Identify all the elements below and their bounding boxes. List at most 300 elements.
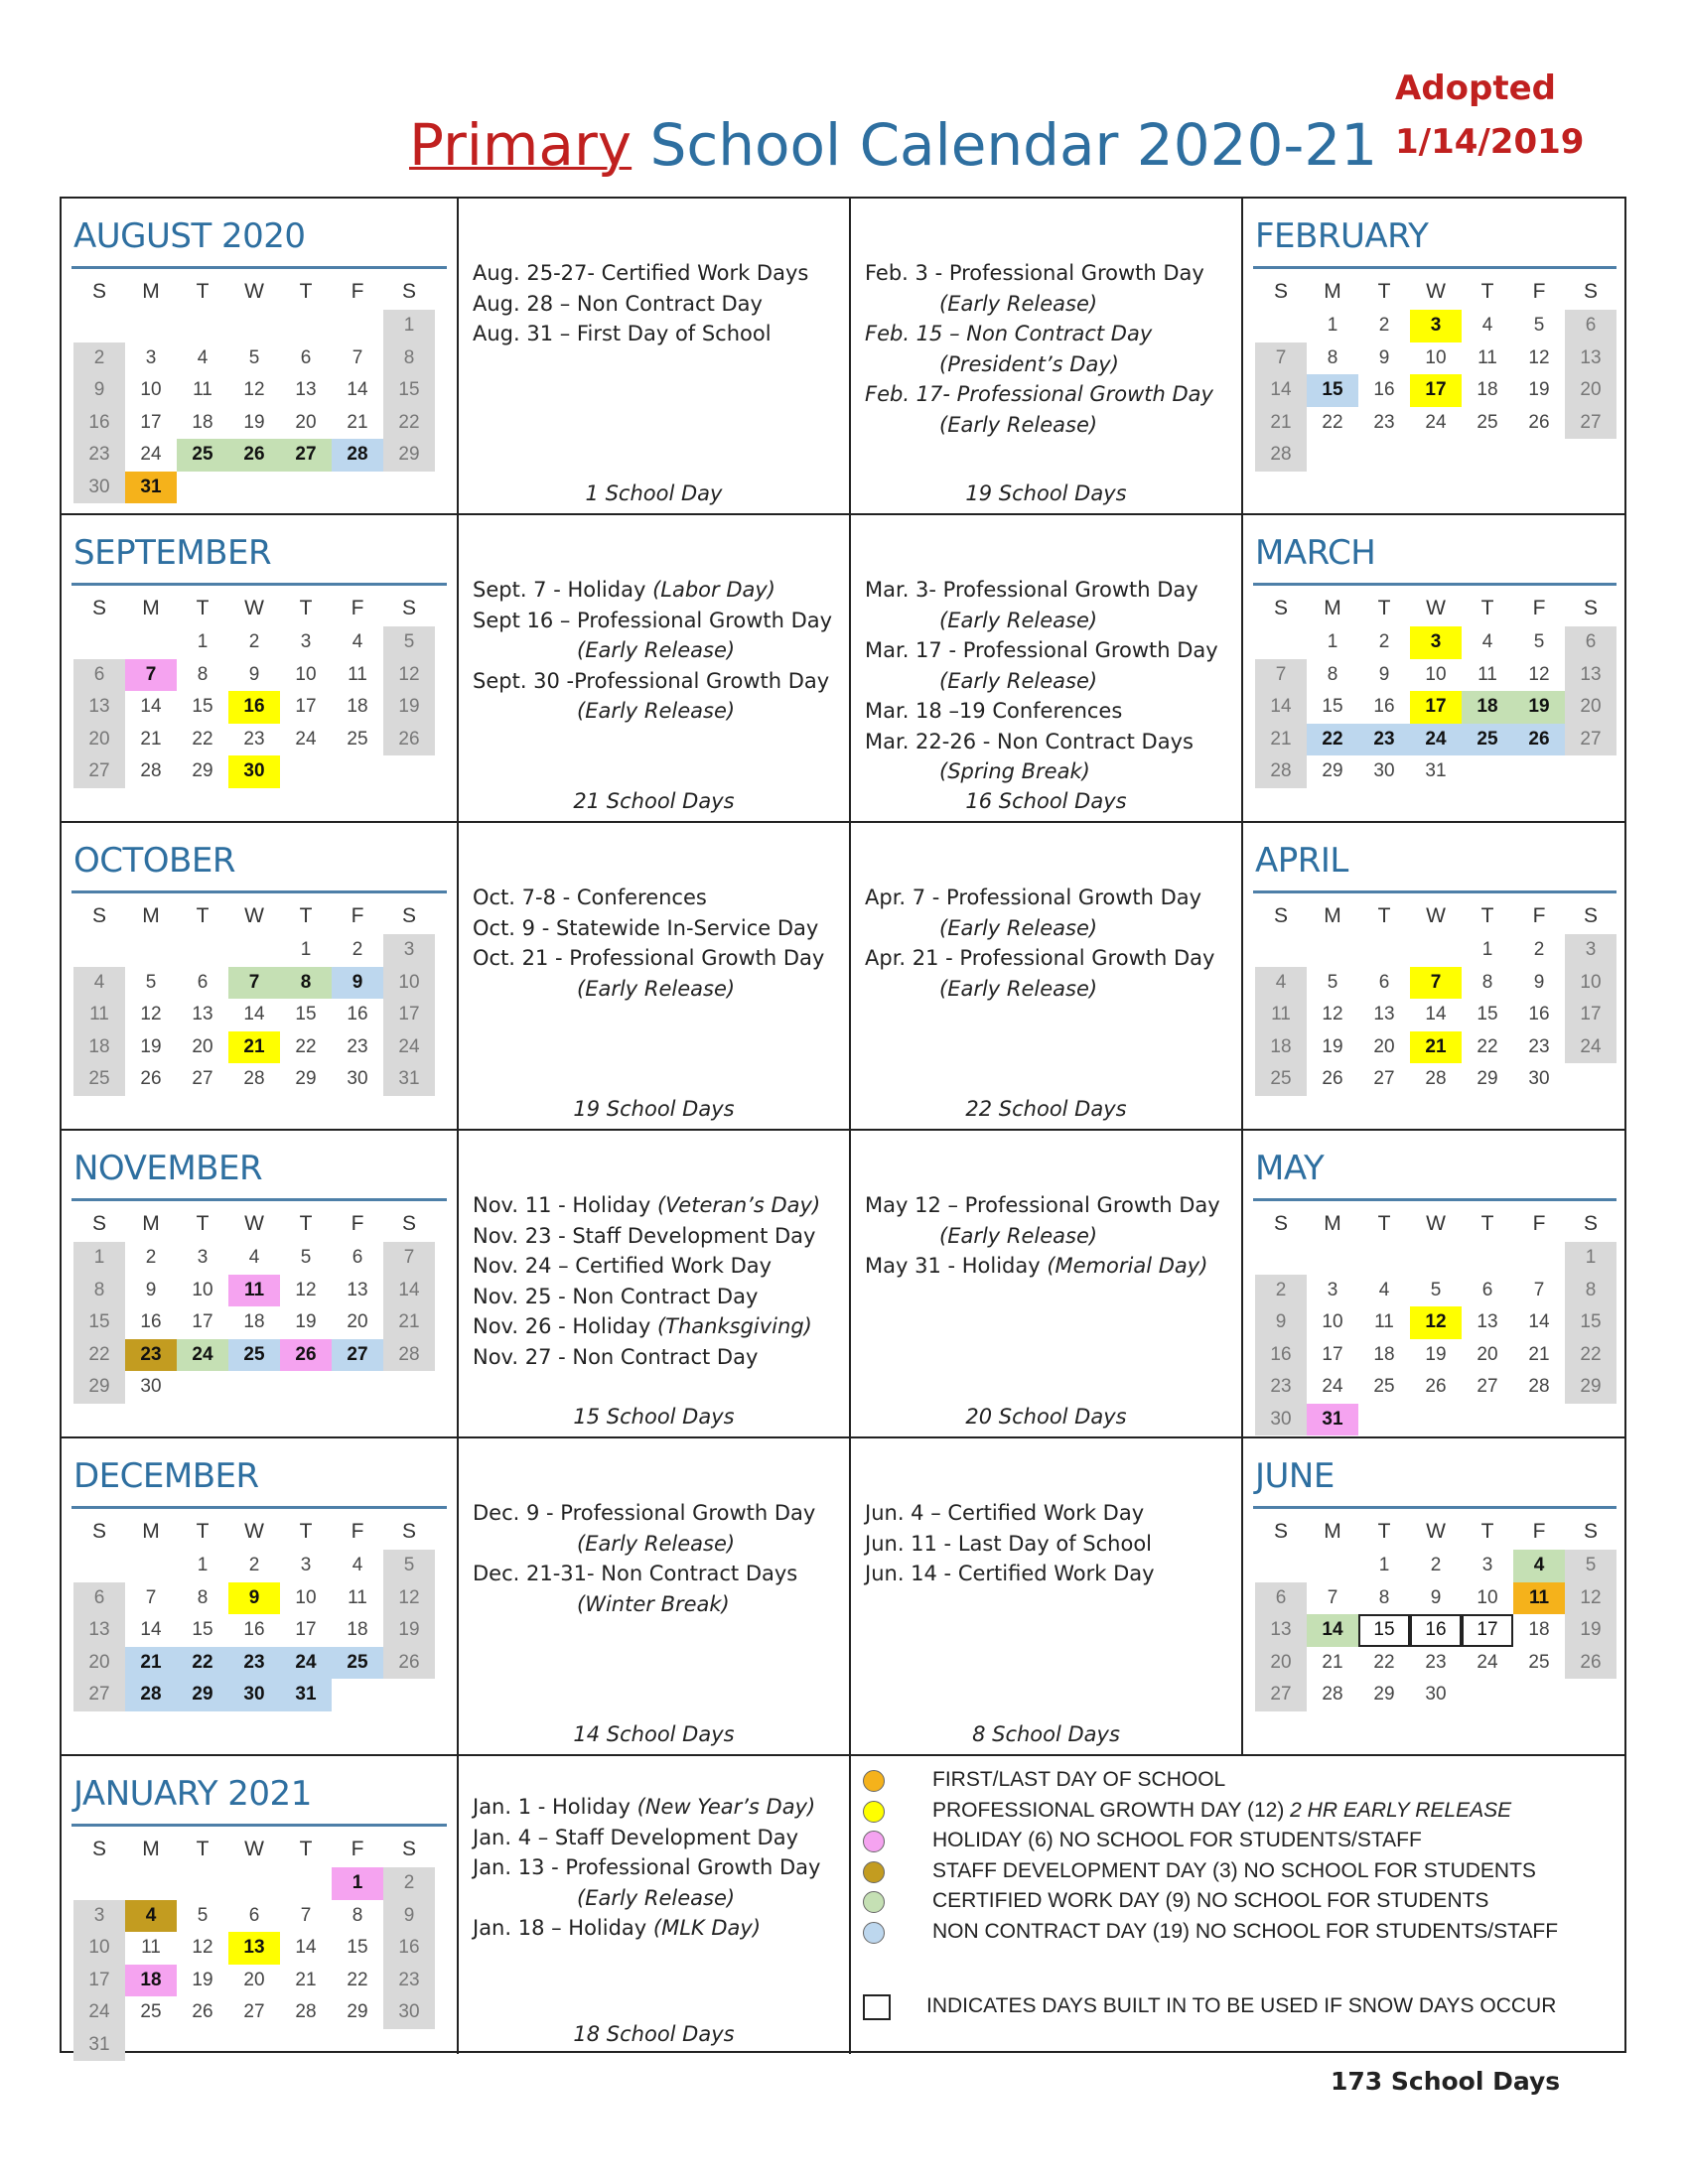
day-cell: 2 [1255, 1275, 1307, 1307]
week-row [1255, 691, 1617, 724]
day-cell: 11 [1477, 346, 1497, 368]
month-grid [73, 1206, 435, 1404]
event-note: (Thanksgiving) [656, 1314, 812, 1338]
event-line: (Early Release) [577, 1531, 736, 1556]
day-cell [1307, 439, 1358, 472]
events-panel [457, 821, 849, 1129]
weekday-label: W [1426, 1212, 1446, 1235]
weekday-header-row [73, 1514, 435, 1550]
school-days-count: 21 School Days [573, 789, 735, 813]
week-row [73, 1031, 435, 1064]
day-cell: 8 [1481, 971, 1493, 993]
week-row [73, 691, 435, 724]
day-cell [1410, 1404, 1462, 1436]
events-panel [457, 1754, 849, 2054]
day-cell [1255, 310, 1307, 342]
day-cell: 24 [73, 1996, 125, 2029]
week-row [73, 1679, 435, 1711]
month-calendar [62, 1129, 457, 1436]
weekday-header-row [73, 898, 435, 934]
day-cell: 8 [383, 342, 435, 375]
adopted-stamp [1395, 62, 1584, 169]
month-divider [71, 1506, 447, 1509]
day-cell: 11 [1477, 663, 1497, 685]
weekday-label: F [351, 1520, 364, 1543]
day-cell [228, 310, 280, 342]
week-row [73, 1242, 435, 1275]
event-line: Jan. 18 – Holiday (MLK Day) [473, 1916, 762, 1940]
day-cell [73, 934, 125, 967]
day-cell: 17 [383, 999, 435, 1031]
weekday-label: F [351, 904, 364, 927]
day-cell: 19 [1322, 1035, 1343, 1057]
day-cell: 6 [352, 1247, 363, 1269]
day-cell: 8 [73, 1275, 125, 1307]
weekday-label: S [1583, 1520, 1598, 1543]
weekday-label: W [244, 597, 264, 619]
month-calendar [1241, 513, 1626, 821]
legend-color-dot [863, 1770, 885, 1792]
day-cell: 14 [383, 1275, 435, 1307]
week-row [73, 1550, 435, 1582]
weekday-label: T [1480, 280, 1494, 303]
day-cell: 3 [300, 631, 312, 653]
day-cell [125, 2029, 177, 2062]
month-name: AUGUST 2020 [73, 216, 306, 256]
weekday-label: M [142, 1520, 160, 1543]
day-cell [1358, 439, 1410, 472]
week-row [73, 2029, 435, 2062]
day-cell: 25 [1477, 411, 1498, 433]
day-cell: 5 [300, 1247, 312, 1269]
day-cell: 14 [1528, 1311, 1550, 1333]
day-cell [125, 934, 177, 967]
day-cell [332, 755, 383, 788]
day-cell: 5 [197, 1904, 209, 1926]
day-cell: 28 [1255, 755, 1307, 788]
month-divider [1253, 1198, 1617, 1201]
weekday-label: T [1480, 904, 1494, 927]
day-cell: 26 [383, 724, 435, 756]
day-cell: 30 [228, 755, 280, 788]
day-cell [1513, 755, 1565, 788]
event-line: Nov. 27 - Non Contract Day [473, 1344, 759, 1369]
day-cell [1513, 1404, 1565, 1436]
legend-item [863, 1859, 1598, 1887]
day-cell: 28 [243, 1068, 265, 1090]
day-cell: 11 [228, 1275, 280, 1307]
day-cell: 23 [1425, 1651, 1447, 1673]
day-cell: 22 [73, 1339, 125, 1372]
day-cell: 15 [1565, 1306, 1617, 1339]
day-cell: 21 [295, 1969, 317, 1990]
events-panel [849, 821, 1241, 1129]
day-cell: 3 [300, 1555, 312, 1576]
weekday-label: T [196, 1212, 210, 1235]
day-cell: 26 [1565, 1647, 1617, 1680]
month-divider [71, 890, 447, 893]
day-cell: 3 [1410, 626, 1462, 659]
day-cell: 9 [1378, 346, 1390, 368]
day-cell: 16 [1373, 379, 1395, 401]
event-line: Feb. 15 – Non Contract Day [865, 322, 1153, 345]
weekday-label: T [196, 597, 210, 619]
legend [851, 1756, 1626, 2054]
event-note: (Veteran’s Day) [656, 1193, 821, 1217]
day-cell: 18 [1477, 379, 1498, 401]
day-cell: 14 [347, 379, 368, 401]
month-calendar [62, 199, 457, 513]
weekday-label: S [401, 904, 416, 927]
day-cell: 12 [192, 1937, 213, 1959]
event-line: (Early Release) [939, 915, 1098, 940]
day-cell: 24 [280, 1647, 332, 1680]
week-row [1255, 342, 1617, 375]
weekday-label: S [91, 280, 106, 303]
week-row [1255, 1404, 1617, 1436]
day-cell: 22 [1322, 411, 1343, 433]
day-cell: 5 [1430, 1279, 1442, 1300]
day-cell [73, 310, 125, 342]
day-cell: 27 [73, 1679, 125, 1711]
day-cell: 19 [295, 1311, 317, 1333]
weekday-label: M [1324, 597, 1341, 619]
weekday-header-row [73, 1832, 435, 1867]
week-row [73, 1996, 435, 2029]
legend-label: PROFESSIONAL GROWTH DAY (12) 2 HR EARLY RELEASE [932, 1798, 1512, 1822]
day-cell: 18 [1373, 1343, 1395, 1365]
day-cell: 28 [140, 760, 162, 782]
day-cell: 25 [177, 439, 228, 472]
day-cell: 2 [145, 1247, 157, 1269]
month-divider [1253, 266, 1617, 269]
event-note: (Labor Day) [652, 578, 775, 602]
day-cell: 27 [1565, 407, 1617, 440]
day-cell: 31 [125, 472, 177, 504]
day-cell [228, 1371, 280, 1404]
day-cell: 13 [73, 691, 125, 724]
day-cell: 2 [352, 939, 363, 961]
day-cell: 7 [125, 659, 177, 692]
weekday-label: F [1532, 280, 1546, 303]
event-line: Aug. 31 – First Day of School [473, 322, 772, 345]
weekday-label: M [1324, 1212, 1341, 1235]
month-divider [1253, 583, 1617, 586]
event-line: Oct. 7-8 - Conferences [473, 886, 707, 909]
weekday-label: S [1583, 597, 1598, 619]
day-cell: 3 [1565, 934, 1617, 967]
day-cell: 15 [1322, 696, 1343, 718]
day-cell: 17 [1410, 691, 1462, 724]
weekday-label: S [91, 1520, 106, 1543]
day-cell [383, 1371, 435, 1404]
day-cell: 4 [352, 631, 363, 653]
week-row [1255, 1275, 1617, 1307]
event-line: (Early Release) [939, 291, 1098, 316]
day-cell: 29 [73, 1371, 125, 1404]
weekday-label: S [401, 597, 416, 619]
day-cell: 12 [383, 659, 435, 692]
day-cell: 7 [1327, 1586, 1338, 1608]
day-cell: 16 [383, 1932, 435, 1965]
day-cell [332, 2029, 383, 2062]
day-cell: 9 [332, 967, 383, 1000]
snow-day-box-icon [863, 1994, 891, 2020]
weekday-label: S [401, 280, 416, 303]
day-cell: 1 [332, 1867, 383, 1900]
day-cell: 20 [1565, 374, 1617, 407]
day-cell [280, 310, 332, 342]
event-line: Feb. 17- Professional Growth Day [865, 382, 1213, 406]
event-line: (Spring Break) [939, 759, 1090, 783]
day-cell: 4 [1255, 967, 1307, 1000]
day-cell: 10 [192, 1279, 213, 1300]
month-divider [71, 1824, 447, 1827]
day-cell: 30 [347, 1068, 368, 1090]
weekday-label: S [1273, 597, 1288, 619]
month-name: SEPTEMBER [73, 533, 272, 573]
day-cell: 30 [228, 1679, 280, 1711]
day-cell: 16 [73, 407, 125, 440]
day-cell: 19 [1528, 379, 1550, 401]
week-row [73, 1063, 435, 1096]
day-cell: 23 [125, 1339, 177, 1372]
month-calendar [62, 1436, 457, 1754]
day-cell: 1 [383, 310, 435, 342]
day-cell: 19 [383, 691, 435, 724]
day-cell: 12 [1565, 1582, 1617, 1615]
day-cell [1565, 1404, 1617, 1436]
event-line: Sept. 30 -Professional Growth Day [473, 668, 830, 693]
day-cell: 12 [1322, 1004, 1343, 1025]
day-cell: 4 [1481, 315, 1493, 337]
month-divider [1253, 890, 1617, 893]
day-cell: 6 [1481, 1279, 1493, 1300]
day-cell: 15 [1307, 374, 1358, 407]
day-cell: 29 [383, 439, 435, 472]
day-cell: 12 [1410, 1306, 1462, 1339]
day-cell: 16 [140, 1311, 162, 1333]
day-cell [332, 310, 383, 342]
event-note: (Memorial Day) [1047, 1254, 1208, 1278]
day-cell: 9 [1533, 971, 1545, 993]
weekday-label: F [351, 1212, 364, 1235]
day-cell: 26 [1425, 1376, 1447, 1398]
weekday-label: W [244, 1838, 264, 1860]
day-cell: 14 [1255, 691, 1307, 724]
day-cell: 24 [383, 1031, 435, 1064]
day-cell: 28 [1322, 1684, 1343, 1706]
day-cell: 10 [73, 1932, 125, 1965]
weekday-label: W [1426, 597, 1446, 619]
legend-color-dot [863, 1891, 885, 1913]
day-cell: 4 [352, 1555, 363, 1576]
weekday-label: F [1532, 1520, 1546, 1543]
day-cell [125, 626, 177, 659]
weekday-label: T [196, 1838, 210, 1860]
day-cell: 1 [197, 1555, 209, 1576]
legend-note: 2 HR EARLY RELEASE [1290, 1798, 1512, 1822]
events-panel [849, 1436, 1241, 1754]
day-cell [1307, 1550, 1358, 1582]
day-cell [73, 1867, 125, 1900]
day-cell: 28 [1425, 1068, 1447, 1090]
day-cell: 25 [332, 1647, 383, 1680]
weekday-header-row [1255, 898, 1617, 934]
day-cell: 12 [295, 1279, 317, 1300]
day-cell: 5 [1327, 971, 1338, 993]
day-cell: 4 [73, 967, 125, 1000]
day-cell: 27 [1477, 1376, 1498, 1398]
day-cell: 12 [1528, 346, 1550, 368]
day-cell: 11 [348, 1586, 367, 1608]
events-list [865, 575, 1233, 787]
weekday-label: S [91, 597, 106, 619]
day-cell [332, 1679, 383, 1711]
month-divider [71, 1198, 447, 1201]
month-divider [71, 266, 447, 269]
day-cell [1255, 1242, 1307, 1275]
total-school-days: 173 School Days [1331, 2067, 1561, 2096]
day-cell: 18 [347, 1619, 368, 1641]
week-row [73, 342, 435, 375]
weekday-label: F [1532, 597, 1546, 619]
day-cell: 22 [1373, 1651, 1395, 1673]
day-cell: 18 [347, 696, 368, 718]
legend-label: STAFF DEVELOPMENT DAY (3) NO SCHOOL FOR STUDENTS [932, 1858, 1536, 1882]
day-cell: 17 [140, 411, 162, 433]
week-row [1255, 1031, 1617, 1064]
day-cell: 1 [1481, 939, 1493, 961]
day-cell: 30 [1528, 1068, 1550, 1090]
day-cell [1513, 1679, 1565, 1711]
week-row [73, 1306, 435, 1339]
day-cell: 24 [1425, 411, 1447, 433]
day-cell: 6 [248, 1904, 260, 1926]
day-cell: 30 [1255, 1404, 1307, 1436]
month-name: OCTOBER [73, 841, 235, 881]
day-cell: 13 [1373, 1004, 1395, 1025]
day-cell: 4 [197, 346, 209, 368]
event-line: Nov. 24 – Certified Work Day [473, 1254, 773, 1278]
weekday-label: T [299, 1212, 313, 1235]
month-calendar [1241, 1129, 1626, 1436]
adopted-label: Adopted [1395, 68, 1556, 108]
day-cell [280, 1867, 332, 1900]
month-calendar [1241, 199, 1626, 513]
legend-label: CERTIFIED WORK DAY (9) NO SCHOOL FOR STUDENTS [932, 1889, 1489, 1912]
day-cell [332, 472, 383, 504]
school-days-count: 22 School Days [965, 1097, 1127, 1121]
day-cell: 23 [1255, 1371, 1307, 1404]
day-cell: 20 [243, 1969, 265, 1990]
weekday-label: S [1273, 1212, 1288, 1235]
day-cell: 4 [248, 1247, 260, 1269]
adopted-date: 1/14/2019 [1395, 122, 1585, 162]
day-cell: 18 [192, 411, 213, 433]
week-row [1255, 1647, 1617, 1680]
week-row [1255, 1550, 1617, 1582]
day-cell: 26 [192, 2001, 213, 2023]
day-cell: 15 [383, 374, 435, 407]
day-cell: 1 [197, 631, 209, 653]
day-cell: 5 [1533, 315, 1545, 337]
day-cell [1307, 934, 1358, 967]
day-cell: 17 [1565, 999, 1617, 1031]
school-days-count: 18 School Days [573, 2022, 735, 2046]
week-row [73, 1647, 435, 1680]
day-cell: 6 [73, 1582, 125, 1615]
day-cell: 29 [1565, 1371, 1617, 1404]
weekday-label: F [351, 597, 364, 619]
weekday-label: W [1426, 904, 1446, 927]
month-name: JUNE [1255, 1456, 1335, 1496]
day-cell: 27 [332, 1339, 383, 1372]
event-line: Nov. 26 - Holiday (Thanksgiving) [473, 1314, 812, 1338]
day-cell: 3 [1481, 1555, 1493, 1576]
day-cell [332, 1371, 383, 1404]
day-cell: 4 [1481, 631, 1493, 653]
day-cell: 27 [1565, 724, 1617, 756]
day-cell: 16 [228, 691, 280, 724]
day-cell: 14 [1425, 1004, 1447, 1025]
weekday-label: T [196, 904, 210, 927]
legend-label: HOLIDAY (6) NO SCHOOL FOR STUDENTS/STAFF [932, 1829, 1422, 1851]
weekday-label: F [351, 1838, 364, 1860]
day-cell: 1 [1565, 1242, 1617, 1275]
day-cell: 21 [1528, 1343, 1550, 1365]
day-cell [280, 1371, 332, 1404]
day-cell: 20 [73, 724, 125, 756]
weekday-label: S [1583, 1212, 1598, 1235]
day-cell: 18 [125, 1965, 177, 1997]
month-calendar [1241, 1436, 1626, 1754]
day-cell: 6 [300, 346, 312, 368]
events-list [473, 883, 841, 1004]
month-grid [73, 591, 435, 788]
day-cell: 22 [347, 1969, 368, 1990]
weekday-label: M [1324, 904, 1341, 927]
week-row [73, 1339, 435, 1372]
event-line: (Early Release) [577, 638, 736, 662]
day-cell: 14 [140, 1619, 162, 1641]
week-row [1255, 1679, 1617, 1711]
event-line: Jun. 11 - Last Day of School [865, 1531, 1153, 1556]
day-cell: 1 [73, 1242, 125, 1275]
day-cell: 31 [1307, 1404, 1358, 1436]
day-cell: 21 [228, 1031, 280, 1064]
event-line: Apr. 7 - Professional Growth Day [865, 886, 1202, 909]
events-list [473, 258, 841, 349]
day-cell: 7 [1533, 1279, 1545, 1300]
day-cell: 16 [1528, 1004, 1550, 1025]
day-cell [1565, 439, 1617, 472]
day-cell: 16 [1373, 696, 1395, 718]
weekday-label: S [1273, 280, 1288, 303]
weekday-label: S [91, 1838, 106, 1860]
event-note: (MLK Day) [652, 1916, 762, 1940]
day-cell: 20 [73, 1647, 125, 1680]
day-cell: 3 [383, 934, 435, 967]
weekday-header-row [73, 274, 435, 310]
legend-item [863, 1829, 1598, 1856]
week-row [73, 934, 435, 967]
legend-item [863, 1889, 1598, 1917]
week-row [73, 1932, 435, 1965]
week-row [73, 659, 435, 692]
day-cell: 17 [295, 1619, 317, 1641]
day-cell: 7 [1255, 342, 1307, 375]
